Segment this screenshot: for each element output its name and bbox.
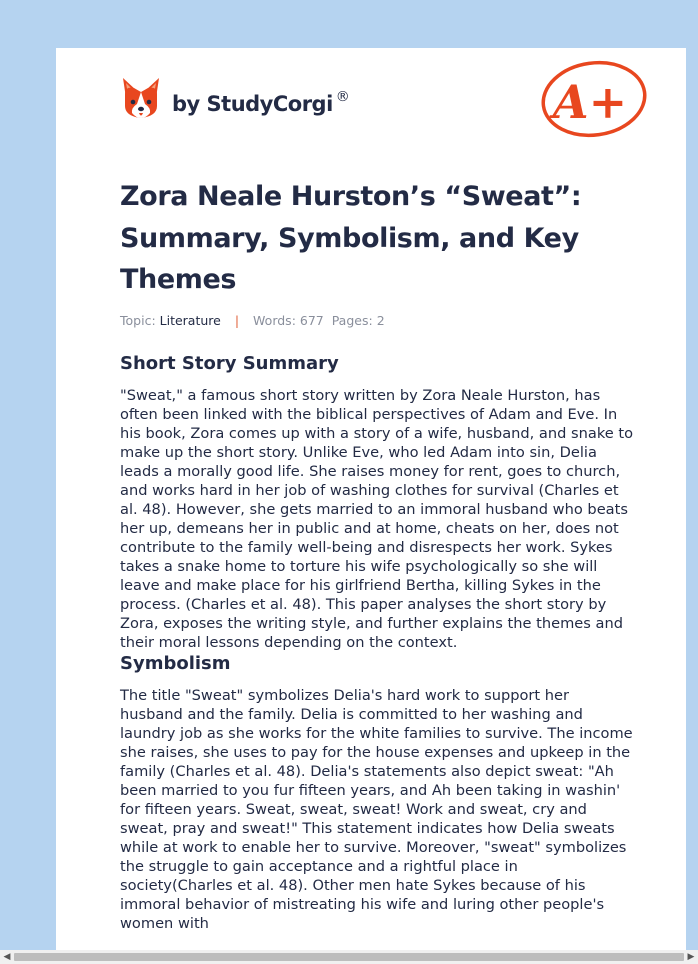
meta-separator: | [234,312,240,328]
pages-label: Pages: [331,312,373,328]
page-header [56,48,686,158]
registered-mark: ® [335,88,350,105]
grade-a-plus-icon [538,58,650,140]
article-title: Zora Neale Hurston’s “Sweat”: Summary, Symbolism, and Key Themes [120,181,582,295]
scroll-right-icon[interactable]: ▶ [687,952,695,962]
horizontal-scrollbar[interactable] [0,950,698,964]
section-text-symbolism: The title "Sweat" symbolizes Delia's hard work to support her husband and the family. Delia is committed to her washing and laundry job as she works for the white families to survive. The income she raises, she uses to pay for the house expenses and upkeep in the family (Charles et al. 48). Delia's statements also depict sweat: "Ah been married to you fur fifteen years, and Ah been taking in washin' for fifteen years. Sweat, sweat, sweat! Work and sweat, cry and sweat, pray and sweat!" This statement indicates how Delia sweats while at work to enable her to survive. Moreover, "sweat" symbolizes the struggle to gain acceptance and a rightful place in society(Charles et al. 48). Other men hate Sykes because of his immoral behavior of mistreating his wife and luring other people's women with [120,686,633,932]
scroll-thumb[interactable] [14,953,684,961]
section-heading-summary: Short Story Summary [120,352,339,374]
pages-value: 2 [376,312,385,328]
words-value: 677 [299,312,324,328]
grade-text: A+ [552,75,628,129]
studycorgi-logo[interactable] [120,76,349,120]
section-heading-symbolism: Symbolism [120,652,231,674]
topic-link[interactable]: Literature [159,312,221,328]
corgi-logo-icon [120,76,162,120]
words-label: Words: [253,312,296,328]
scroll-left-icon[interactable]: ◀ [3,952,11,962]
brand-text: by StudyCorgi [172,91,333,116]
document-page [56,48,686,964]
article-meta [120,313,634,328]
brand-name [172,88,350,116]
topic-label: Topic: [120,312,156,328]
article [120,176,634,933]
section-text-summary: "Sweat," a famous short story written by Zora Neale Hurston, has often been linked with the biblical perspectives of Adam and Eve. In his book, Zora comes up with a story of a wife, husband, and snake to make up the short story. Unlike Eve, who led Adam into sin, Delia leads a morally good life. She raises money for rent, goes to church, and works hard in her job of washing clothes for survival (Charles et al. 48). However, she gets married to an immoral husband who beats her up, demeans her in public and at home, cheats on her, does not contribute to the family well-being and disrespects her work. Sykes takes a snake home to torture his wife psychologically so she will leave and make place for his girlfriend Bertha, killing Sykes in the process. (Charles et al. 48). This paper analyses the short story by Zora, exposes the writing style, and further explains the themes and their moral lessons depending on the context. [120,386,634,651]
